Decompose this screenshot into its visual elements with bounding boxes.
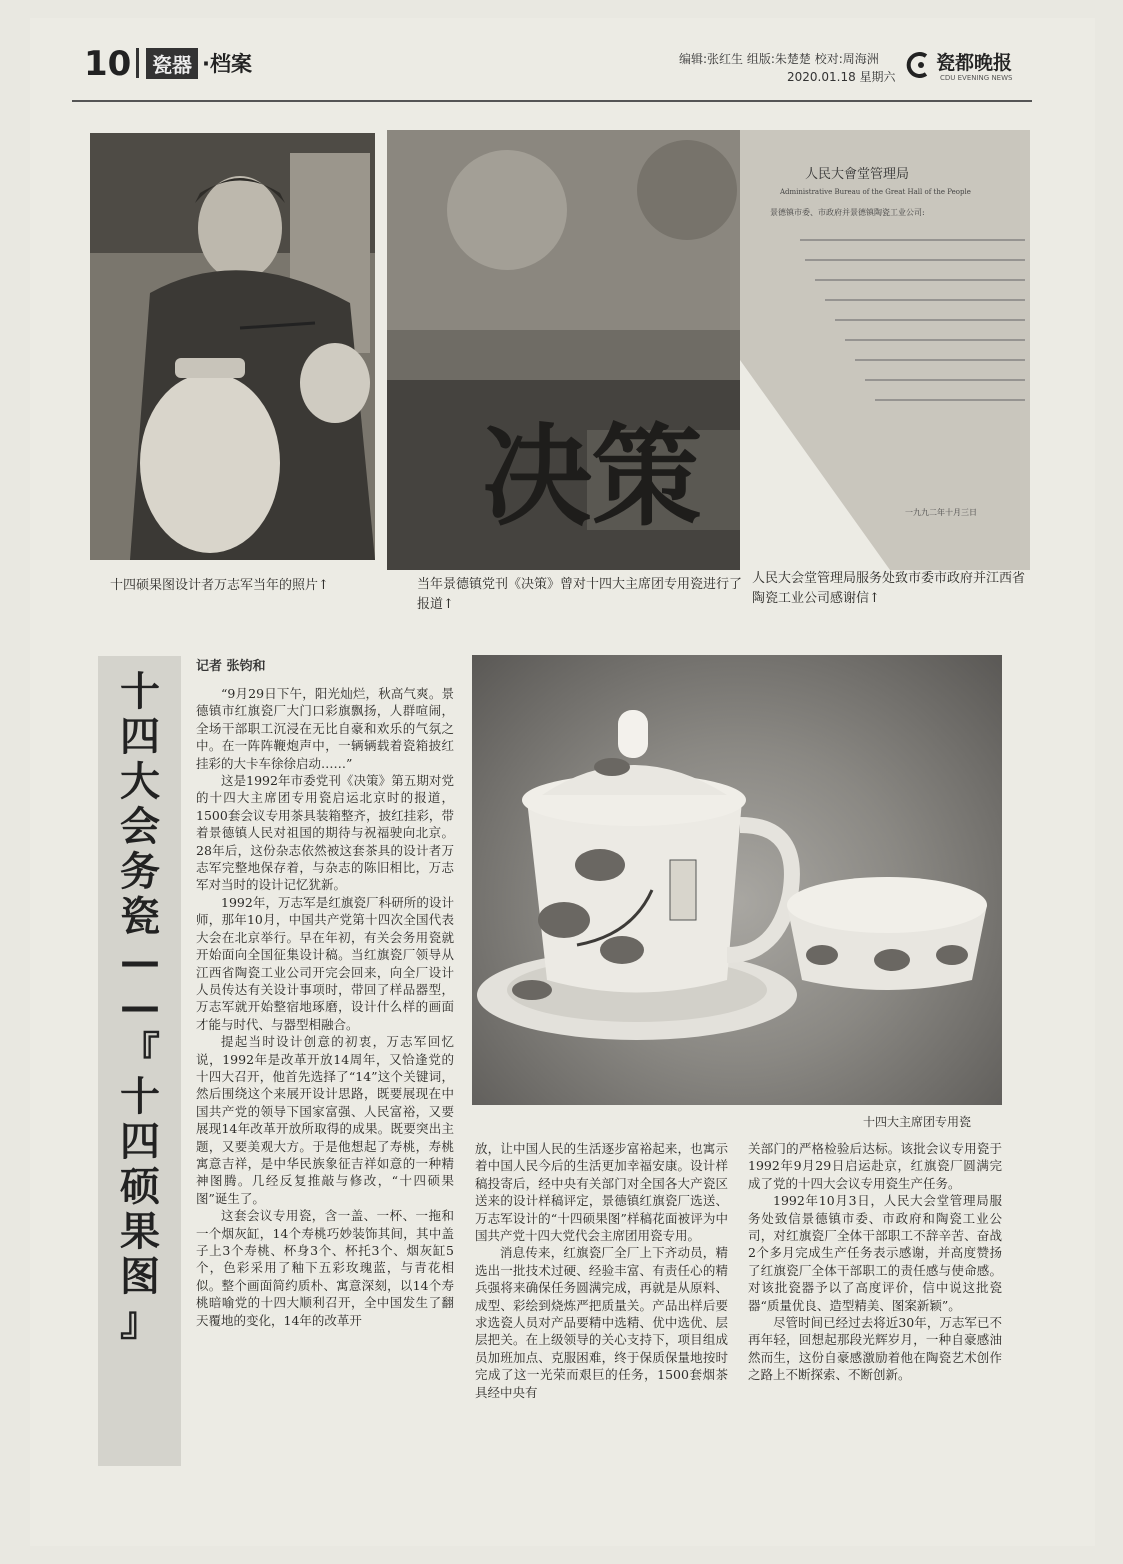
paragraph: 关部门的严格检验后达标。该批会议专用瓷于1992年9月29日启运赴京，红旗瓷厂圆满完成了党的十四大会议专用瓷生产任务。 (748, 1141, 1002, 1191)
designer-photo (90, 133, 375, 560)
page-header (84, 38, 1029, 94)
article-column-3 (748, 1140, 1002, 1384)
paragraph: 1992年10月3日，人民大会堂管理局服务处致信景德镇市委、市政府和陶瓷工业公司，对红旗瓷厂全体干部职工不辞辛苦、奋战2个多月完成生产任务表示感谢，并高度赞扬了红旗瓷厂全体干部职工的责任感与使命感。对该批瓷器予以了高度评价，信中说这批瓷器“质量优良、造型精美、图案新颖”。 (748, 1193, 1002, 1313)
designer-photo-illustration (90, 133, 375, 560)
editor-credits: 编辑:张红生 组版:朱楚楚 校对:周海洲 (679, 52, 879, 66)
issue-date: 2020.01.18 星期六 (787, 70, 896, 84)
letter-head: 人民大會堂管理局 (805, 167, 910, 182)
newspaper-logo-icon (904, 50, 934, 80)
article-column-1 (196, 685, 454, 1329)
photo-caption-2: 当年景德镇党刊《决策》曾对十四大主席团专用瓷进行了报道↑ (417, 577, 743, 612)
tea-set-illustration (472, 655, 1002, 1105)
letter-illustration (740, 130, 1030, 570)
tea-set-caption: 十四大主席团专用瓷 (863, 1115, 972, 1129)
article-headline: 十 四 大 会 务 瓷 — — 『 十 四 硕 果 图 』 (120, 669, 160, 1345)
photo-caption-1: 十四硕果图设计者万志军当年的照片↑ (110, 578, 329, 593)
paragraph: 提起当时设计创意的初衷，万志军回忆说，1992年是改革开放14周年，又恰逢党的十四大召开，他首先选择了“14”这个关键词，然后围绕这个来展开设计思路，既要展现在中国共产党的领导下国家富强、人民富裕，又要展现14年改革开放所取得的成果。既要突出主题，又要美观大方。于是他想起了寿桃，寿桃寓意吉祥，是中华民族象征吉祥如意的一种精神图腾。几经反复推敲与修改，“十四硕果图”诞生了。 (196, 1034, 454, 1206)
tea-set-photo (472, 655, 1002, 1105)
photo-caption-3: 人民大会堂管理局服务处致市委市政府并江西省陶瓷工业公司感谢信↑ (752, 571, 1026, 606)
paragraph: 这是1992年市委党刊《决策》第五期对党的十四大主席团专用瓷启运北京时的报道，1500套会议专用茶具装箱整齐，披红挂彩，带着景德镇人民对祖国的期待与祝福驶向北京。28年后，这份杂志依然被这套茶具的设计者万志军完整地保存着，与杂志的陈旧相比，万志军对当时的设计记忆犹新。 (196, 773, 454, 893)
article-byline: 记者 张钧和 (196, 659, 266, 674)
header-divider (136, 48, 139, 78)
magazine-title-text: 决策 (482, 412, 702, 541)
header-rule (72, 100, 1032, 102)
page-number: 10 (84, 44, 132, 84)
section-name: 瓷器 (146, 48, 198, 79)
article-column-2 (475, 1140, 728, 1401)
paragraph: 1992年，万志军是红旗瓷厂科研所的设计师，那年10月，中国共产党第十四次全国代表大会在北京举行。早在年初，有关会务用瓷就开始面向全国征集设计稿。当红旗瓷厂领导从江西省陶瓷工业公司开完会回来，向全厂设计人员传达有关设计事项时，带回了样品器型，万志军就开始整宿地琢磨，设计什么样的画面才能与时代、与器型相融合。 (196, 894, 454, 1032)
paragraph: “9月29日下午，阳光灿烂，秋高气爽。景德镇市红旗瓷厂大门口彩旗飘扬，人群喧闹，全场干部职工沉浸在无比自豪和欢乐的气氛之中。在一阵阵鞭炮声中，一辆辆载着瓷箱披红挂彩的大卡车徐徐启动……” (196, 686, 454, 771)
newspaper-name: 瓷都晚报 (936, 52, 1013, 74)
section-subname: ·档案 (202, 52, 252, 76)
letter-address: 景德镇市委、市政府并景德镇陶瓷工业公司: (770, 208, 925, 217)
paragraph: 放，让中国人民的生活逐步富裕起来，也寓示着中国人民今后的生活更加幸福安康。设计样稿投寄后，经中央有关部门对全国各大产瓷区送来的设计样稿评定，景德镇红旗瓷厂选送、万志军设计的“十四硕果图”样稿花面被评为中国共产党十四大党代会主席团用瓷专用。 (475, 1141, 728, 1244)
letter-head-en: Administrative Bureau of the Great Hall of the People (780, 188, 971, 196)
letter-photo (740, 130, 1030, 570)
paragraph: 消息传来，红旗瓷厂全厂上下齐动员，精选出一批技术过硬、经验丰富、有责任心的精兵强将来确保任务圆满完成，再就是从原料、成型、彩绘到烧炼严把质量关。产品出样后要求选瓷人员对产品要精中选精、优中选优、层层把关。在上级领导的关心支持下，项目组成员加班加点、克服困难，终于保质保量地按时完成了这一光荣而艰巨的任务，1500套烟茶具经中央有 (475, 1245, 728, 1400)
paragraph: 尽管时间已经过去将近30年，万志军已不再年轻，回想起那段光辉岁月，一种自豪感油然而生，这份自豪感激励着他在陶瓷艺术创作之路上不断探索、不断创新。 (748, 1315, 1002, 1383)
newspaper-name-en: CDU EVENING NEWS (940, 74, 1013, 82)
letter-date: 一九九二年十月三日 (905, 508, 977, 517)
paragraph: 这套会议专用瓷，含一盖、一杯、一拖和一个烟灰缸，14个寿桃巧妙装饰其间，其中盖子上3个寿桃、杯身3个、杯托3个、烟灰缸5个，色彩采用了釉下五彩玫瑰蓝，与青花相似。整个画面简约质朴、寓意深刻，以14个寿桃暗喻党的十四大顺利召开，全中国发生了翻天覆地的变化，14年的改革开 (196, 1208, 454, 1328)
